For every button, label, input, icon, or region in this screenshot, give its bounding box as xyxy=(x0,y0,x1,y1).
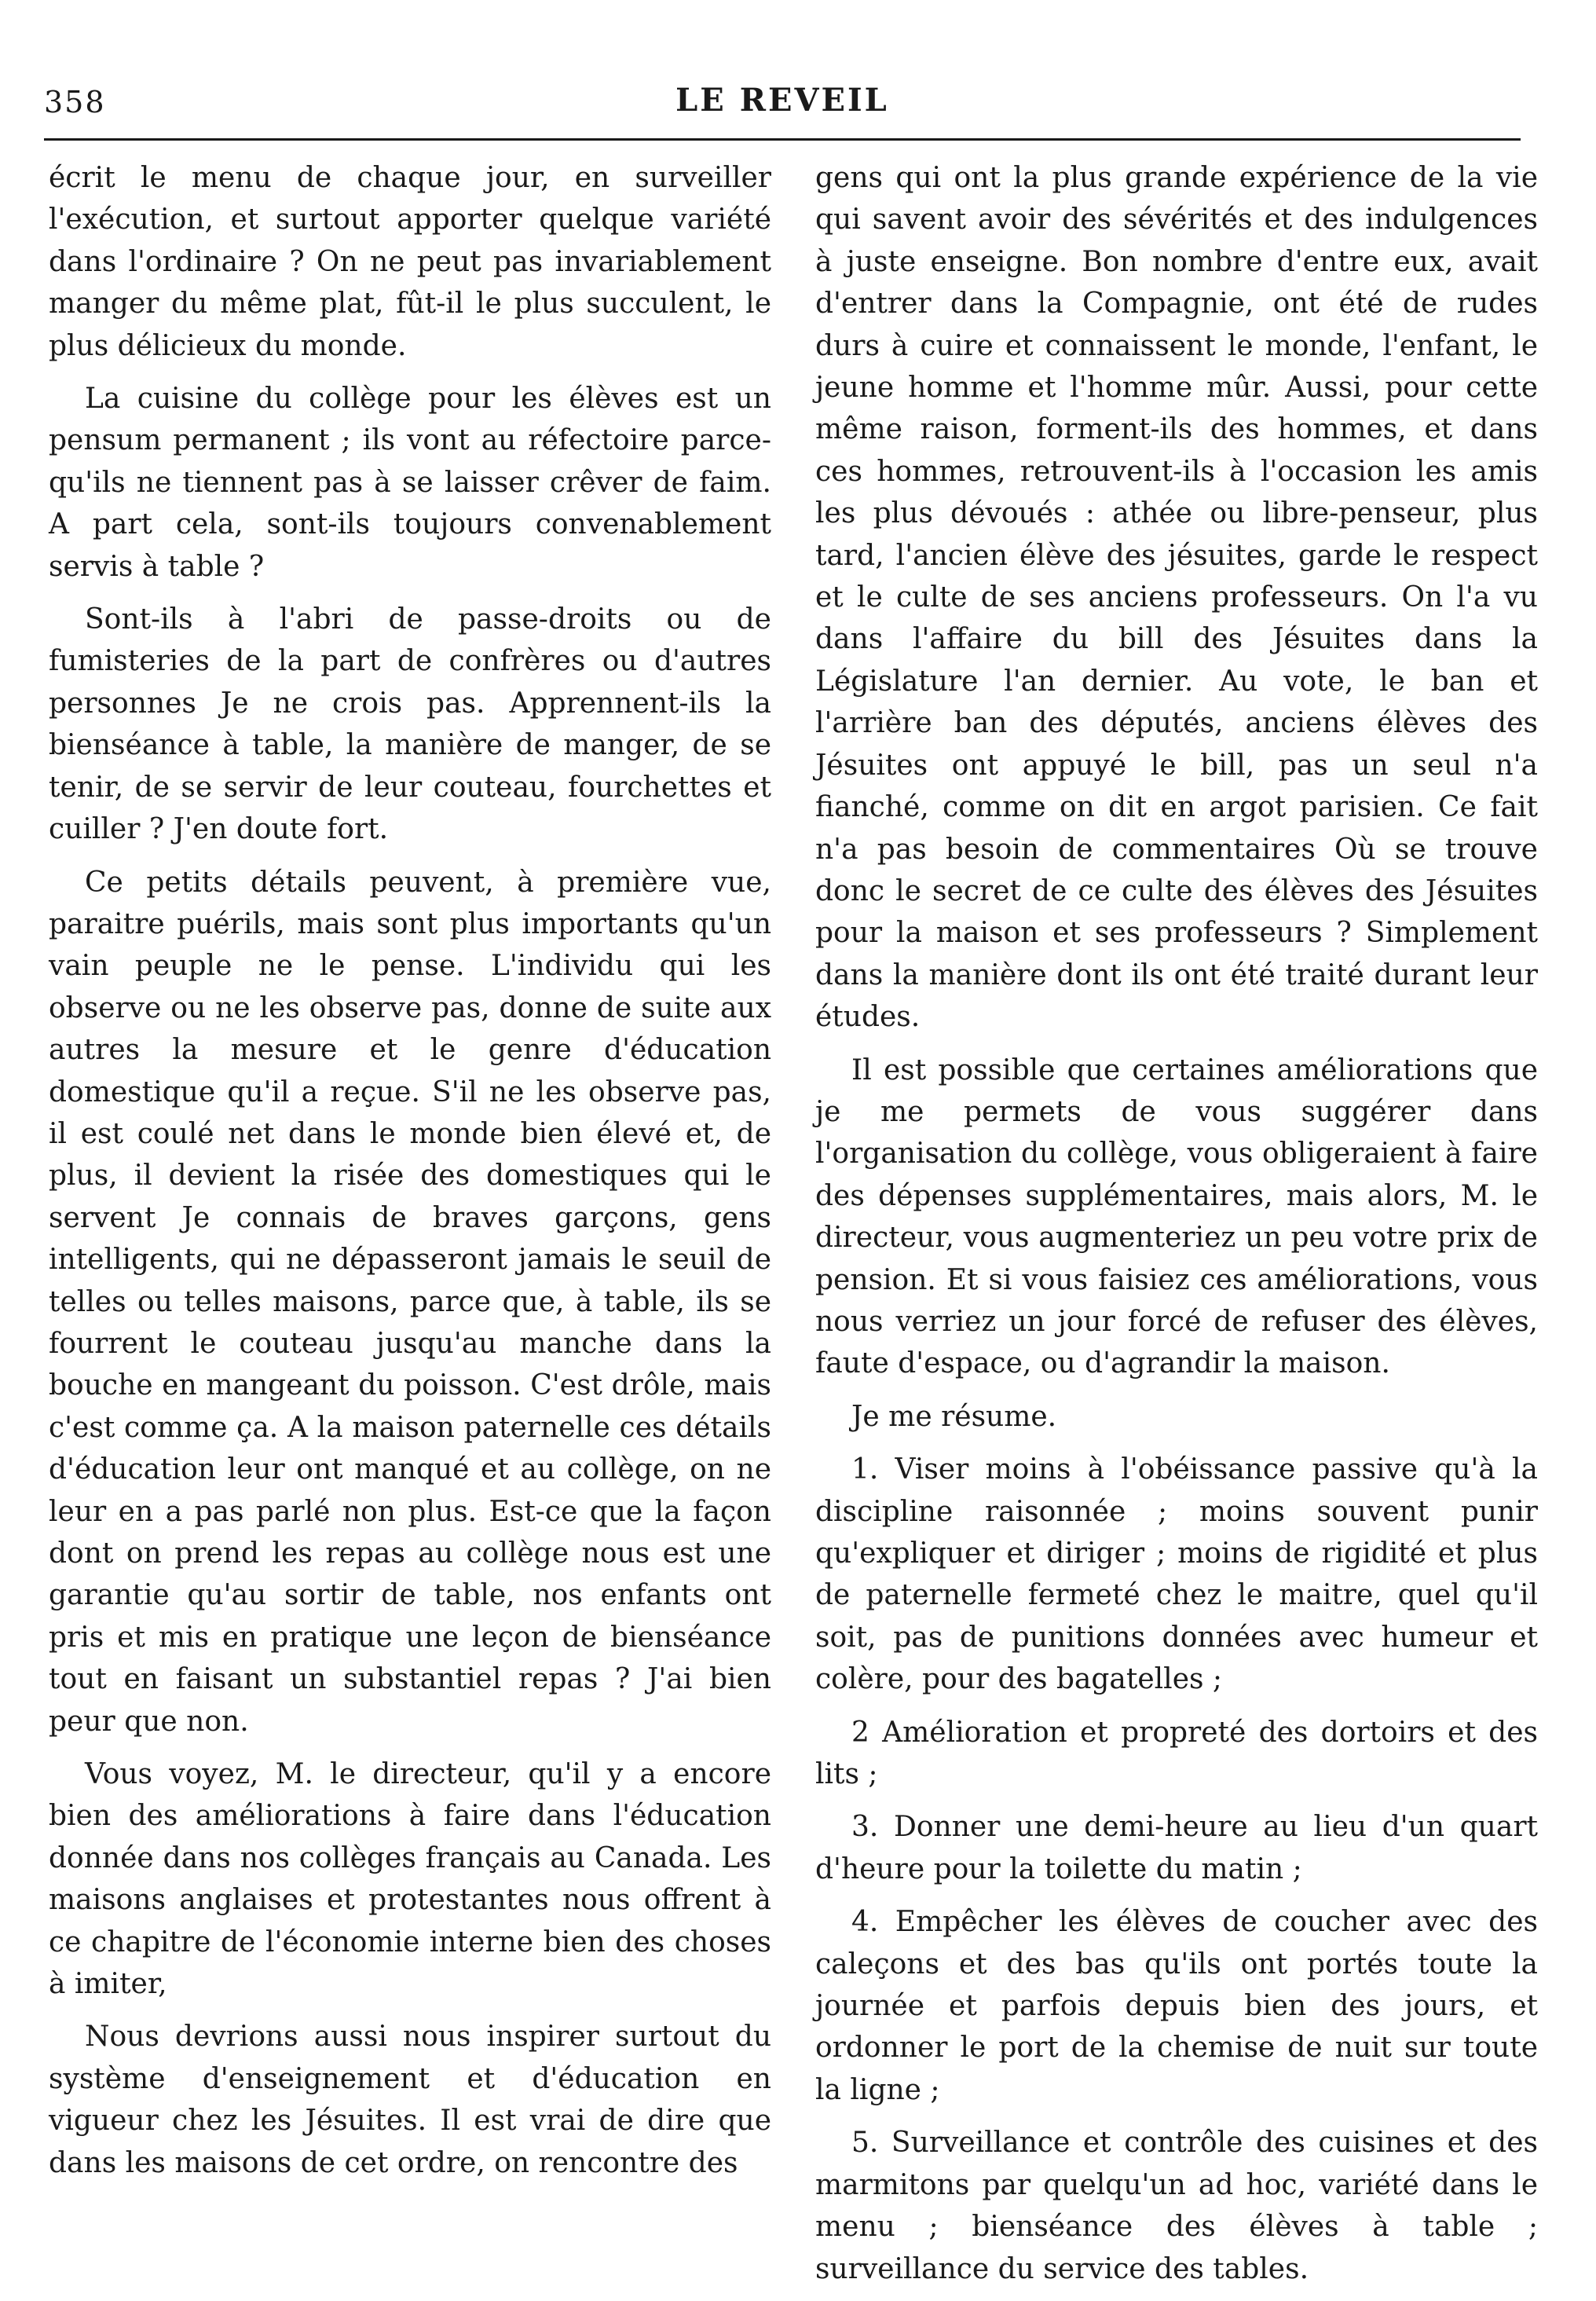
list-item: 4. Empêcher les élèves de coucher avec des caleçons et des bas qu'ils ont portés toute la journée et parfois depuis bien des jours, et ordonner le port de la chemise de nuit sur toute la ligne ; xyxy=(815,1906,1538,2106)
left-column xyxy=(49,157,771,2195)
paragraph: écrit le menu de chaque jour, en surveiller l'exécution, et surtout apporter quelque variété dans l'ordinaire ? On ne peut pas invariablement manger du même plat, fût-il le plus succulent, le plus délicieux du monde. xyxy=(49,162,771,362)
paragraph: gens qui ont la plus grande expérience de la vie qui savent avoir des sévérités et des indulgences à juste enseigne. Bon nombre d'entre eux, avait d'entrer dans la Compagnie, ont été de rudes durs à cuire et connaissent le monde, l'enfant, le jeune homme et l'homme mûr. Aussi, pour cette même raison, forment-ils des hommes, et dans ces hommes, retrouvent-ils à l'occasion les amis les plus dévoués : athée ou libre-penseur, plus tard, l'ancien élève des jésuites, garde le respect et le culte de ses anciens professeurs. On l'a vu dans l'affaire du bill des Jésuites dans la Législature l'an dernier. Au vote, le ban et l'arrière ban des députés, anciens élèves des Jésuites ont appuyé le bill, pas un seul n'a fianché, comme on dit en argot parisien. Ce fait n'a pas besoin de commentaires Où se trouve donc le secret de ce culte des élèves des Jésuites pour la maison et ses professeurs ? Simplement dans la manière dont ils ont été traité durant leur études. xyxy=(815,162,1538,1034)
paragraph: Je me résume. xyxy=(851,1400,1057,1433)
paragraph: Vous voyez, M. le directeur, qu'il y a encore bien des améliorations à faire dans l'éducation donnée dans nos collèges français au Canada. Les maisons anglaises et protestantes nous offrent à ce chapitre de l'économie interne bien des choses à imiter, xyxy=(49,1758,771,2001)
running-title: LE REVEIL xyxy=(675,82,889,119)
page-header xyxy=(44,82,1521,132)
paragraph: Sont-ils à l'abri de passe-droits ou de fumisteries de la part de confrères ou d'autres personnes Je ne crois pas. Apprennent-ils la bienséance à table, la manière de manger, de se tenir, de se servir de leur couteau, fourchettes et cuiller ? J'en doute fort. xyxy=(49,603,771,846)
paragraph: Nous devrions aussi nous inspirer surtout du système d'enseignement et d'éducation en vigueur chez les Jésuites. Il est vrai de dire que dans les maisons de cet ordre, on rencontre des xyxy=(49,2021,771,2179)
header-rule xyxy=(44,138,1521,141)
paragraph: La cuisine du collège pour les élèves est un pensum permanent ; ils vont au réfectoire parce-qu'ils ne tiennent pas à se laisser crêver de faim. A part cela, sont-ils toujours convenablement servis à table ? xyxy=(49,383,771,583)
paragraph: Il est possible que certaines améliorations que je me permets de vous suggérer dans l'organisation du collège, vous obligeraient à faire des dépenses supplémentaires, mais alors, M. le directeur, vous augmenteriez un peu votre prix de pension. Et si vous faisiez ces améliorations, vous nous verriez un jour forcé de refuser des élèves, faute d'espace, ou d'agrandir la maison. xyxy=(815,1053,1538,1380)
page-number: 358 xyxy=(44,85,106,119)
list-item: 5. Surveillance et contrôle des cuisines et des marmitons par quelqu'un ad hoc, variété dans le menu ; bienséance des élèves à table ; surveillance du service des tables. xyxy=(815,2127,1538,2285)
list-item: 2 Amélioration et propreté des dortoirs et des lits ; xyxy=(815,1716,1538,1791)
list-item: 1. Viser moins à l'obéissance passive qu'à la discipline raisonnée ; moins souvent punir qu'expliquer et diriger ; moins de rigidité et plus de paternelle fermeté chez le maitre, quel qu'il soit, pas de punitions données avec humeur et colère, pour des bagatelles ; xyxy=(815,1453,1538,1696)
paragraph: Ce petits détails peuvent, à première vue, paraitre puérils, mais sont plus importants qu'un vain peuple ne le pense. L'individu qui les observe ou ne les observe pas, donne de suite aux autres la mesure et le genre d'éducation domestique qu'il a reçue. S'il ne les observe pas, il est coulé net dans le monde bien élevé et, de plus, il devient la risée des domestiques qui le servent Je connais de braves garçons, gens intelligents, qui ne dépasseront jamais le seuil de telles ou telles maisons, parce que, à table, ils se fourrent le couteau jusqu'au manche dans la bouche en mangeant du poisson. C'est drôle, mais c'est comme ça. A la maison paternelle ces détails d'éducation leur ont manqué et au collège, on ne leur en a pas parlé non plus. Est-ce que la façon dont on prend les repas au collège nous est une garantie qu'au sortir de table, nos enfants ont pris et mis en pratique une leçon de bienséance tout en faisant un substantiel repas ? J'ai bien peur que non. xyxy=(49,866,771,1738)
list-item: 3. Donner une demi-heure au lieu d'un quart d'heure pour la toilette du matin ; xyxy=(815,1811,1538,1885)
right-column xyxy=(815,157,1538,2301)
